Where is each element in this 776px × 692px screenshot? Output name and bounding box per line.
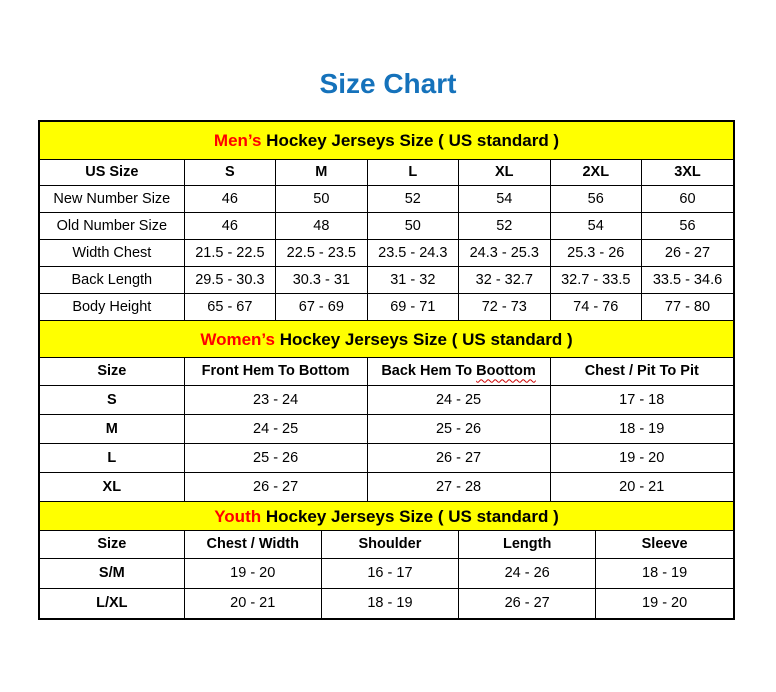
womens-size-table [40, 358, 733, 501]
table-row [40, 185, 733, 212]
youth-header-row [40, 531, 733, 558]
womens-cell: 19 - 20 [550, 443, 733, 472]
table-row [40, 293, 733, 320]
youth-cell: 26 - 27 [459, 588, 596, 618]
table-row [40, 266, 733, 293]
youth-col-header: Shoulder [321, 531, 458, 558]
mens-row-label: Back Length [40, 266, 184, 293]
mens-cell: 54 [550, 212, 641, 239]
mens-header-row [40, 160, 733, 185]
womens-col-header-prefix: Back Hem To [381, 363, 477, 380]
mens-section-header-accent: Men’s [213, 131, 262, 150]
mens-cell: 22.5 - 23.5 [276, 239, 367, 266]
mens-col-header: XL [459, 160, 550, 185]
page-title: Size Chart [319, 68, 457, 99]
womens-section-header-text: Hockey Jerseys Size ( US standard ) [274, 330, 573, 349]
size-chart-table [38, 120, 735, 620]
womens-cell: 25 - 26 [184, 443, 367, 472]
youth-section-header-accent: Youth [214, 507, 262, 526]
womens-cell: 20 - 21 [550, 472, 733, 501]
womens-cell: 24 - 25 [184, 414, 367, 443]
table-row [40, 472, 733, 501]
mens-cell: 50 [276, 185, 367, 212]
womens-cell: 25 - 26 [367, 414, 550, 443]
youth-cell: 16 - 17 [321, 558, 458, 588]
mens-cell: 46 [184, 212, 275, 239]
youth-cell: 18 - 19 [596, 558, 733, 588]
womens-col-header: Size [40, 358, 184, 385]
mens-cell: 32 - 32.7 [459, 266, 550, 293]
mens-cell: 50 [367, 212, 458, 239]
table-row [40, 212, 733, 239]
mens-cell: 67 - 69 [276, 293, 367, 320]
mens-cell: 29.5 - 30.3 [184, 266, 275, 293]
womens-section-header [40, 320, 733, 358]
table-row [40, 385, 733, 414]
youth-cell: 24 - 26 [459, 558, 596, 588]
mens-cell: 32.7 - 33.5 [550, 266, 641, 293]
youth-col-header: Chest / Width [184, 531, 321, 558]
womens-cell: 26 - 27 [184, 472, 367, 501]
womens-cell: 26 - 27 [367, 443, 550, 472]
table-row [40, 239, 733, 266]
table-row [40, 588, 733, 618]
womens-cell: 23 - 24 [184, 385, 367, 414]
mens-cell: 52 [459, 212, 550, 239]
mens-cell: 65 - 67 [184, 293, 275, 320]
mens-cell: 24.3 - 25.3 [459, 239, 550, 266]
mens-col-header: 2XL [550, 160, 641, 185]
womens-size-label: XL [40, 472, 184, 501]
mens-cell: 52 [367, 185, 458, 212]
youth-col-header: Size [40, 531, 184, 558]
mens-row-label: Width Chest [40, 239, 184, 266]
mens-cell: 21.5 - 22.5 [184, 239, 275, 266]
mens-cell: 26 - 27 [641, 239, 733, 266]
mens-section-header [40, 122, 733, 160]
youth-size-table [40, 531, 733, 618]
youth-col-header: Length [459, 531, 596, 558]
mens-row-label: Old Number Size [40, 212, 184, 239]
womens-section-header-accent: Women’s [200, 330, 275, 349]
youth-cell: 18 - 19 [321, 588, 458, 618]
mens-cell: 54 [459, 185, 550, 212]
table-row [40, 558, 733, 588]
mens-col-header: US Size [40, 160, 184, 185]
mens-section-header-text: Hockey Jerseys Size ( US standard ) [261, 131, 560, 150]
mens-cell: 77 - 80 [641, 293, 733, 320]
womens-col-header-misspelled [367, 358, 550, 385]
youth-cell: 19 - 20 [184, 558, 321, 588]
womens-size-label: M [40, 414, 184, 443]
mens-cell: 33.5 - 34.6 [641, 266, 733, 293]
mens-cell: 31 - 32 [367, 266, 458, 293]
mens-cell: 69 - 71 [367, 293, 458, 320]
mens-cell: 60 [641, 185, 733, 212]
womens-size-label: L [40, 443, 184, 472]
womens-col-header: Front Hem To Bottom [184, 358, 367, 385]
mens-cell: 30.3 - 31 [276, 266, 367, 293]
womens-size-label: S [40, 385, 184, 414]
youth-cell: 20 - 21 [184, 588, 321, 618]
youth-cell: 19 - 20 [596, 588, 733, 618]
mens-cell: 56 [641, 212, 733, 239]
womens-cell: 18 - 19 [550, 414, 733, 443]
mens-cell: 72 - 73 [459, 293, 550, 320]
youth-section-header-text: Hockey Jerseys Size ( US standard ) [261, 507, 559, 526]
youth-section-header [40, 501, 733, 531]
womens-cell: 27 - 28 [367, 472, 550, 501]
mens-cell: 74 - 76 [550, 293, 641, 320]
table-row [40, 443, 733, 472]
youth-col-header: Sleeve [596, 531, 733, 558]
womens-cell: 24 - 25 [367, 385, 550, 414]
mens-cell: 25.3 - 26 [550, 239, 641, 266]
mens-row-label: New Number Size [40, 185, 184, 212]
mens-row-label: Body Height [40, 293, 184, 320]
mens-size-table [40, 160, 733, 320]
youth-size-label: L/XL [40, 588, 184, 618]
womens-cell: 17 - 18 [550, 385, 733, 414]
youth-size-label: S/M [40, 558, 184, 588]
womens-header-row [40, 358, 733, 385]
mens-cell: 46 [184, 185, 275, 212]
mens-cell: 56 [550, 185, 641, 212]
table-row [40, 414, 733, 443]
mens-cell: 23.5 - 24.3 [367, 239, 458, 266]
mens-col-header: 3XL [641, 160, 733, 185]
mens-col-header: S [184, 160, 275, 185]
mens-col-header: L [367, 160, 458, 185]
mens-cell: 48 [276, 212, 367, 239]
misspelled-word-spellcheck-underline: Boottom [476, 363, 536, 380]
mens-col-header: M [276, 160, 367, 185]
womens-col-header: Chest / Pit To Pit [550, 358, 733, 385]
